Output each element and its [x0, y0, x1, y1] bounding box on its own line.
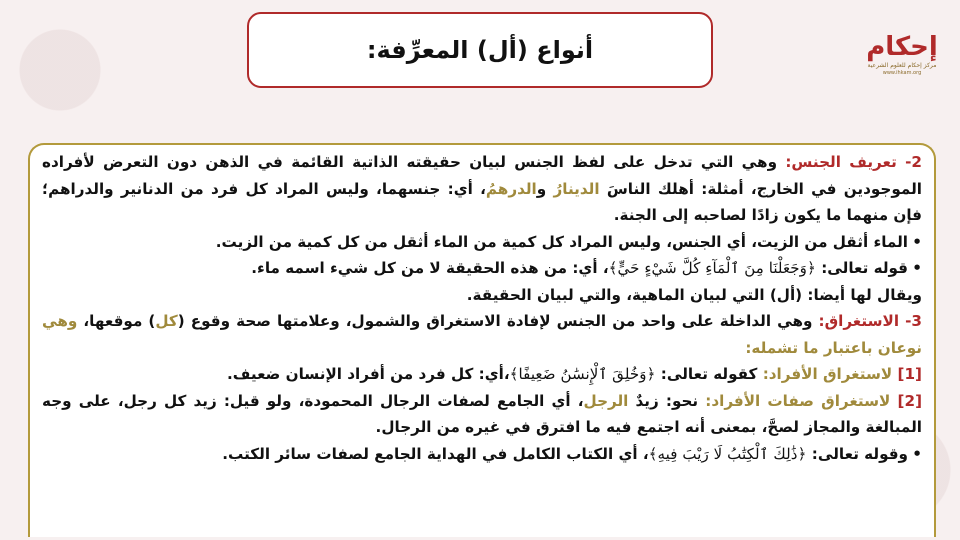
word-kull: كل — [155, 312, 178, 330]
logo — [862, 32, 942, 92]
title-box — [247, 12, 713, 88]
paragraph-type-2 — [42, 388, 922, 441]
section-number: 2- — [905, 153, 922, 171]
word-dirham: الدرهمُ — [485, 179, 537, 198]
paragraph-also-called: ويقال لها أيضا: (أل) التي لبيان الماهية، والتي لبيان الحقيقة. — [466, 285, 922, 304]
text: و — [536, 179, 554, 198]
section-number: 3- — [905, 312, 922, 330]
text: ،أي: كل فرد من أفراد الإنسان ضعيف. — [227, 365, 510, 383]
logo-subtitle: مركز إحكام للعلوم الشرعية — [867, 62, 937, 69]
bullet-verse-book — [42, 441, 922, 468]
logo-tagline: www.ihkam.org — [882, 70, 922, 76]
term-individuals: لاستغراق الأفراد: — [762, 365, 893, 383]
text: ، أي: جنسهما، وليس المراد كل فرد من الدنانير والدراهم؛ فإن منهما ما يكون زادًا لصاحبه إلى الجنة. — [42, 179, 922, 224]
term-istighraq: الاستغراق: — [818, 312, 900, 330]
text: وهي الداخلة على واحد من الجنس لإفادة الاستغراق والشمول، وعلامتها صحة وقوع ( — [177, 312, 819, 330]
paragraph-type-1 — [42, 361, 922, 388]
text: نحو: زيدٌ — [628, 391, 706, 410]
text: ، أي الكتاب الكامل في الهداية الجامع لصفات سائر الكتب. — [222, 444, 649, 463]
quran-quote: ﴿وَخُلِقَ ٱلْإِنسَٰنُ ضَعِيفًا﴾ — [509, 365, 656, 383]
type-number: [2] — [897, 391, 923, 410]
content-box — [28, 143, 936, 537]
text: وقوله تعالى: — [806, 444, 908, 463]
word-dinar: الدينارُ — [553, 179, 600, 198]
types-heading: وهي نوعان باعتبار ما تشمله: — [42, 312, 922, 357]
logo-mark: إحكام — [866, 32, 938, 62]
text: ) موقعها، — [77, 312, 156, 330]
page-title: أنواع (أل) المعرِّفة: — [366, 36, 594, 64]
bullet-water: • الماء أثقل من الزيت، أي الجنس، وليس المراد كل كمية من الماء أثقل من كل كمية من الزيت. — [42, 229, 922, 256]
text: ، أي الجامع لصفات الرجال المحمودة، ولو قيل: زيد كل رجل، على وجه المبالغة والمجاز لصحَّ، بمعنى أنه اجتمع فيه ما افترق في غيره من الرجال. — [42, 391, 922, 436]
text: قوله تعالى: — [815, 259, 908, 277]
term-genus: تعريف الجنس: — [785, 153, 897, 171]
text: ، أي: من هذه الحقيقة لا من كل شيء اسمه ماء. — [251, 259, 609, 277]
term-attributes: لاستغراق صفات الأفراد: — [705, 391, 891, 410]
bullet-verse-water — [42, 255, 922, 282]
paragraph-genus — [42, 149, 922, 229]
quran-quote: ﴿ذَٰلِكَ ٱلْكِتَٰبُ لَا رَيْبَ فِيهِ﴾ — [648, 444, 807, 463]
text: وهي التي تدخل على لفظ الجنس لبيان حقيقته الذاتية القائمة في الذهن دون التعرض لأفراده الموجودين في الخارج، أمثلة: أهلك الناسَ — [42, 153, 922, 198]
word-rajul: الرجل — [583, 391, 629, 410]
text: كقوله تعالى: — [655, 365, 763, 383]
paragraph-istighraq — [42, 308, 922, 361]
quran-quote: ﴿وَجَعَلْنَا مِنَ ٱلْمَآءِ كُلَّ شَيْءٍ حَيٍّ﴾ — [608, 259, 816, 277]
type-number: [1] — [897, 365, 922, 383]
